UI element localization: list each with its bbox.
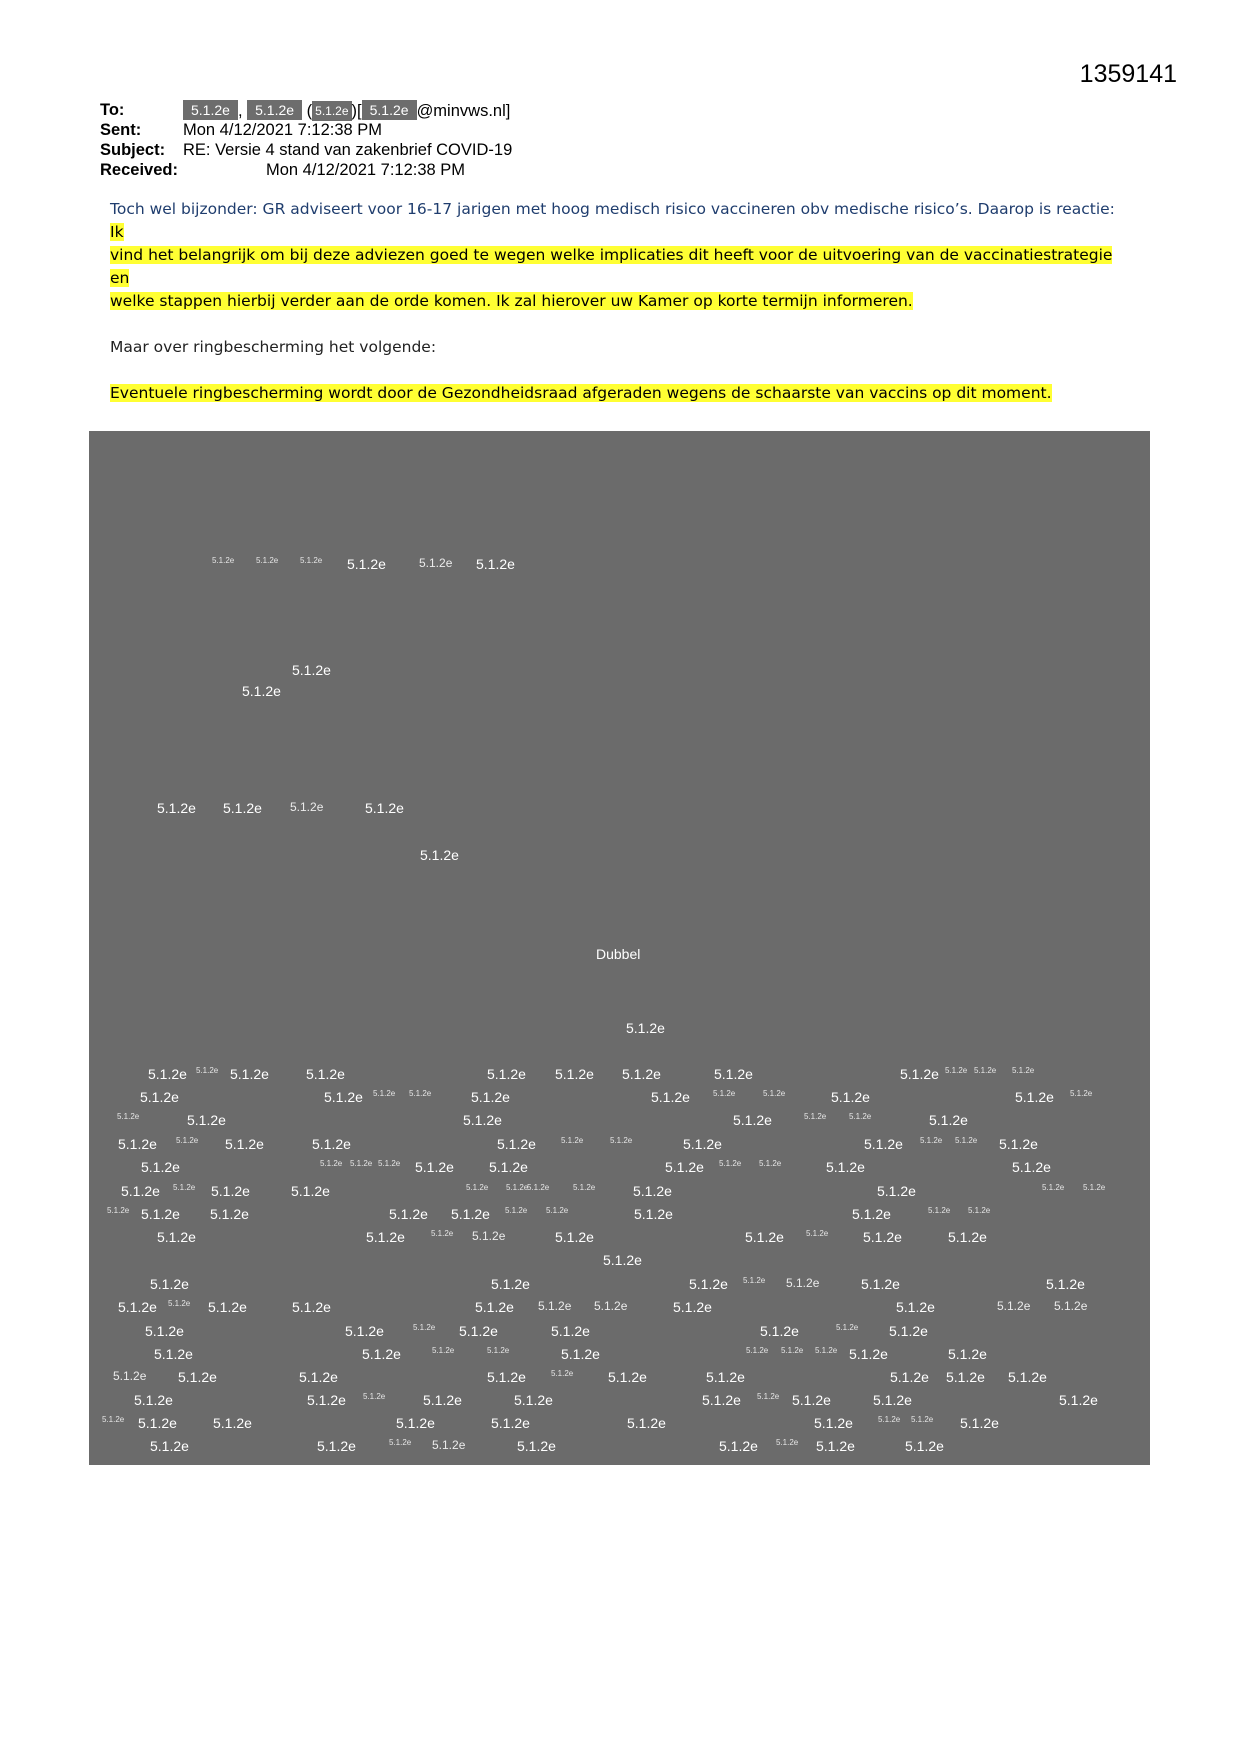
- redaction-code: 5.1.2e: [743, 1276, 766, 1285]
- redaction-code: 5.1.2e: [804, 1112, 827, 1121]
- redaction-code: 5.1.2e: [561, 1136, 584, 1145]
- redaction-code: 5.1.2e: [960, 1415, 999, 1431]
- redaction-box: 5.1.2e: [362, 100, 417, 120]
- redaction-code: 5.1.2e: [459, 1323, 498, 1339]
- subject-label: Subject:: [100, 141, 166, 159]
- redaction-code: 5.1.2e: [878, 1415, 901, 1424]
- redaction-code: 5.1.2e: [138, 1415, 177, 1431]
- redaction-code: 5.1.2e: [627, 1415, 666, 1431]
- redaction-code: 5.1.2e: [506, 1183, 529, 1192]
- redaction-code: 5.1.2e: [651, 1089, 690, 1105]
- redaction-code: 5.1.2e: [673, 1299, 712, 1315]
- redaction-code: 5.1.2e: [702, 1392, 741, 1408]
- redaction-code: 5.1.2e: [608, 1369, 647, 1385]
- redaction-code: 5.1.2e: [1083, 1183, 1106, 1192]
- redaction-code: 5.1.2e: [419, 556, 453, 570]
- redaction-code: 5.1.2e: [877, 1183, 916, 1199]
- redaction-code: 5.1.2e: [432, 1438, 466, 1452]
- redaction-code: 5.1.2e: [150, 1438, 189, 1454]
- redaction-code: 5.1.2e: [713, 1089, 736, 1098]
- redaction-code: 5.1.2e: [1070, 1089, 1093, 1098]
- redaction-code: 5.1.2e: [497, 1136, 536, 1152]
- redaction-code: 5.1.2e: [476, 556, 515, 572]
- paragraph-1-intro: Toch wel bijzonder: GR adviseert voor 16-17 jarigen met hoog medisch risico vaccineren obv medische risico’s. Daarop is reactie:: [110, 200, 1115, 218]
- redaction-code: 5.1.2e: [118, 1136, 157, 1152]
- redaction-code: 5.1.2e: [911, 1415, 934, 1424]
- redaction-code: 5.1.2e: [955, 1136, 978, 1145]
- redaction-code: 5.1.2e: [551, 1323, 590, 1339]
- redaction-code: 5.1.2e: [208, 1299, 247, 1315]
- redaction-code: 5.1.2e: [168, 1299, 191, 1308]
- redaction-code: 5.1.2e: [463, 1112, 502, 1128]
- redaction-code: 5.1.2e: [121, 1183, 160, 1199]
- redaction-code: 5.1.2e: [863, 1229, 902, 1245]
- redaction-code: 5.1.2e: [814, 1415, 853, 1431]
- redaction-code: 5.1.2e: [389, 1438, 412, 1447]
- redaction-code: 5.1.2e: [527, 1183, 550, 1192]
- redaction-code: 5.1.2e: [517, 1438, 556, 1454]
- redaction-code: 5.1.2e: [396, 1415, 435, 1431]
- redaction-code: 5.1.2e: [900, 1066, 939, 1082]
- received-value: Mon 4/12/2021 7:12:38 PM: [266, 161, 466, 179]
- redaction-code: 5.1.2e: [373, 1089, 396, 1098]
- redaction-code: 5.1.2e: [487, 1066, 526, 1082]
- redaction-code: 5.1.2e: [706, 1369, 745, 1385]
- to-label: To:: [100, 101, 125, 119]
- redaction-code: 5.1.2e: [187, 1112, 226, 1128]
- redaction-code: 5.1.2e: [1012, 1159, 1051, 1175]
- redaction-code: 5.1.2e: [889, 1323, 928, 1339]
- highlighted-quote: vind het belangrijk om bij deze adviezen goed te wegen welke implicaties dit heeft voor de uitvoering van de vaccinatiestrategie en: [110, 246, 1113, 287]
- sent-label: Sent:: [100, 121, 142, 139]
- redaction-code: 5.1.2e: [864, 1136, 903, 1152]
- redaction-box: 5.1.2e: [183, 100, 238, 120]
- redaction-code: 5.1.2e: [861, 1276, 900, 1292]
- redaction-code: 5.1.2e: [242, 683, 281, 699]
- redaction-code: 5.1.2e: [475, 1299, 514, 1315]
- redaction-code: 5.1.2e: [689, 1276, 728, 1292]
- redaction-code: 5.1.2e: [107, 1206, 130, 1215]
- redaction-code: 5.1.2e: [873, 1392, 912, 1408]
- redaction-code: 5.1.2e: [145, 1323, 184, 1339]
- redaction-code: 5.1.2e: [514, 1392, 553, 1408]
- redaction-code: 5.1.2e: [929, 1112, 968, 1128]
- paragraph-2: Maar over ringbescherming het volgende:: [110, 338, 437, 356]
- redaction-code: 5.1.2e: [1012, 1066, 1035, 1075]
- redaction-code: 5.1.2e: [223, 800, 262, 816]
- redaction-code: 5.1.2e: [491, 1276, 530, 1292]
- redaction-code: 5.1.2e: [345, 1323, 384, 1339]
- redaction-code: 5.1.2e: [849, 1112, 872, 1121]
- redaction-code: 5.1.2e: [997, 1299, 1031, 1313]
- redaction-code: 5.1.2e: [626, 1020, 665, 1036]
- redacted-area: [89, 431, 1150, 1465]
- separator: ,: [237, 102, 243, 120]
- email-domain: @minvws.nl]: [416, 102, 511, 120]
- redaction-code: 5.1.2e: [849, 1346, 888, 1362]
- redaction-code: 5.1.2e: [719, 1159, 742, 1168]
- redaction-code: 5.1.2e: [366, 1229, 405, 1245]
- redaction-code: 5.1.2e: [157, 800, 196, 816]
- redaction-code: 5.1.2e: [896, 1299, 935, 1315]
- redaction-code: 5.1.2e: [140, 1089, 179, 1105]
- redaction-code: 5.1.2e: [683, 1136, 722, 1152]
- redaction-code: 5.1.2e: [745, 1229, 784, 1245]
- redaction-code: 5.1.2e: [792, 1392, 831, 1408]
- redaction-code: 5.1.2e: [555, 1066, 594, 1082]
- redaction-code: 5.1.2e: [347, 556, 386, 572]
- redaction-code: 5.1.2e: [176, 1136, 199, 1145]
- redaction-code: 5.1.2e: [714, 1066, 753, 1082]
- redaction-code: 5.1.2e: [968, 1206, 991, 1215]
- redaction-code: 5.1.2e: [415, 1159, 454, 1175]
- redaction-code: 5.1.2e: [763, 1089, 786, 1098]
- email-body: [110, 198, 1130, 451]
- redaction-code: 5.1.2e: [291, 1183, 330, 1199]
- redaction-code: 5.1.2e: [196, 1066, 219, 1075]
- redaction-code: 5.1.2e: [999, 1136, 1038, 1152]
- redaction-code: 5.1.2e: [948, 1229, 987, 1245]
- redaction-code: 5.1.2e: [350, 1159, 373, 1168]
- redaction-code: 5.1.2e: [890, 1369, 929, 1385]
- redaction-code: 5.1.2e: [759, 1159, 782, 1168]
- redaction-code: 5.1.2e: [928, 1206, 951, 1215]
- redaction-code: 5.1.2e: [1046, 1276, 1085, 1292]
- redaction-code: 5.1.2e: [306, 1066, 345, 1082]
- redaction-code: 5.1.2e: [432, 1346, 455, 1355]
- redaction-code: 5.1.2e: [603, 1252, 642, 1268]
- redaction-code: 5.1.2e: [389, 1206, 428, 1222]
- redaction-code: 5.1.2e: [491, 1415, 530, 1431]
- separator: )[: [351, 102, 362, 120]
- redaction-code: 5.1.2e: [150, 1276, 189, 1292]
- redaction-code: 5.1.2e: [141, 1206, 180, 1222]
- redaction-code: 5.1.2e: [362, 1346, 401, 1362]
- redaction-code: 5.1.2e: [299, 1369, 338, 1385]
- redaction-code: 5.1.2e: [307, 1392, 346, 1408]
- redaction-code: 5.1.2e: [317, 1438, 356, 1454]
- redaction-code: 5.1.2e: [852, 1206, 891, 1222]
- redaction-code: 5.1.2e: [610, 1136, 633, 1145]
- redaction-code: 5.1.2e: [363, 1392, 386, 1401]
- redaction-code: 5.1.2e: [423, 1392, 462, 1408]
- redaction-code: 5.1.2e: [420, 847, 459, 863]
- redaction-code: 5.1.2e: [409, 1089, 432, 1098]
- redaction-code: 5.1.2e: [413, 1323, 436, 1332]
- redaction-code: 5.1.2e: [1059, 1392, 1098, 1408]
- redaction-code: 5.1.2e: [551, 1369, 574, 1378]
- redaction-code: 5.1.2e: [561, 1346, 600, 1362]
- redaction-box: 5.1.2e: [312, 101, 351, 121]
- received-label: Received:: [100, 161, 178, 179]
- redaction-code: 5.1.2e: [134, 1392, 173, 1408]
- redaction-code: 5.1.2e: [836, 1323, 859, 1332]
- redaction-code: 5.1.2e: [757, 1392, 780, 1401]
- redaction-code: 5.1.2e: [1008, 1369, 1047, 1385]
- redaction-code: 5.1.2e: [816, 1438, 855, 1454]
- redaction-code: 5.1.2e: [157, 1229, 196, 1245]
- redaction-code: 5.1.2e: [290, 800, 324, 814]
- redaction-code: 5.1.2e: [920, 1136, 943, 1145]
- redaction-code: 5.1.2e: [489, 1159, 528, 1175]
- redaction-code: 5.1.2e: [230, 1066, 269, 1082]
- redaction-code: 5.1.2e: [719, 1438, 758, 1454]
- redaction-code: 5.1.2e: [320, 1159, 343, 1168]
- redaction-code: 5.1.2e: [733, 1112, 772, 1128]
- redaction-code: 5.1.2e: [634, 1206, 673, 1222]
- redaction-code: 5.1.2e: [365, 800, 404, 816]
- redaction-box: 5.1.2e: [247, 100, 302, 120]
- redaction-code: 5.1.2e: [786, 1276, 820, 1290]
- redaction-code: 5.1.2e: [292, 1299, 331, 1315]
- redaction-code: 5.1.2e: [815, 1346, 838, 1355]
- highlighted-quote: welke stappen hierbij verder aan de orde komen. Ik zal hierover uw Kamer op korte termijn informeren.: [110, 292, 913, 310]
- redaction-code: 5.1.2e: [471, 1089, 510, 1105]
- redaction-code: 5.1.2e: [312, 1136, 351, 1152]
- redaction-code: 5.1.2e: [546, 1206, 569, 1215]
- separator: (: [302, 102, 313, 120]
- redaction-code: 5.1.2e: [117, 1112, 140, 1121]
- redaction-code: 5.1.2e: [141, 1159, 180, 1175]
- redaction-code: 5.1.2e: [760, 1323, 799, 1339]
- subject-value: RE: Versie 4 stand van zakenbrief COVID-19: [183, 141, 513, 159]
- sent-value: Mon 4/12/2021 7:12:38 PM: [183, 121, 383, 139]
- redaction-code: 5.1.2e: [102, 1415, 125, 1424]
- redaction-code: 5.1.2e: [225, 1136, 264, 1152]
- redaction-code: 5.1.2e: [622, 1066, 661, 1082]
- redaction-code: 5.1.2e: [178, 1369, 217, 1385]
- redaction-code: 5.1.2e: [154, 1346, 193, 1362]
- redaction-code: 5.1.2e: [945, 1066, 968, 1075]
- redaction-code: 5.1.2e: [113, 1369, 147, 1383]
- redaction-code: 5.1.2e: [633, 1183, 672, 1199]
- redaction-code: 5.1.2e: [905, 1438, 944, 1454]
- redaction-code: 5.1.2e: [781, 1346, 804, 1355]
- redaction-code: 5.1.2e: [212, 556, 235, 565]
- redaction-code: 5.1.2e: [431, 1229, 454, 1238]
- to-value: [183, 100, 510, 121]
- redaction-code: 5.1.2e: [211, 1183, 250, 1199]
- redaction-code: 5.1.2e: [324, 1089, 363, 1105]
- document-number: 1359141: [1079, 60, 1177, 88]
- redaction-code: 5.1.2e: [210, 1206, 249, 1222]
- redaction-code: 5.1.2e: [451, 1206, 490, 1222]
- redaction-code: 5.1.2e: [776, 1438, 799, 1447]
- redaction-code: 5.1.2e: [148, 1066, 187, 1082]
- highlighted-sentence: Eventuele ringbescherming wordt door de Gezondheidsraad afgeraden wegens de schaarste van vaccins op dit moment.: [110, 384, 1052, 402]
- redaction-code: 5.1.2e: [472, 1229, 506, 1243]
- redaction-code: 5.1.2e: [555, 1229, 594, 1245]
- redaction-code: 5.1.2e: [948, 1346, 987, 1362]
- dubbel-label: Dubbel: [596, 946, 641, 962]
- highlighted-quote: Ik: [110, 223, 124, 241]
- redaction-code: 5.1.2e: [1015, 1089, 1054, 1105]
- redaction-code: 5.1.2e: [487, 1346, 510, 1355]
- redaction-code: 5.1.2e: [826, 1159, 865, 1175]
- redaction-code: 5.1.2e: [746, 1346, 769, 1355]
- redaction-code: 5.1.2e: [831, 1089, 870, 1105]
- redaction-code: 5.1.2e: [118, 1299, 157, 1315]
- redaction-code: 5.1.2e: [1054, 1299, 1088, 1313]
- redaction-code: 5.1.2e: [573, 1183, 596, 1192]
- redaction-code: 5.1.2e: [292, 662, 331, 678]
- redaction-code: 5.1.2e: [487, 1369, 526, 1385]
- redaction-code: 5.1.2e: [505, 1206, 528, 1215]
- redaction-code: 5.1.2e: [974, 1066, 997, 1075]
- redaction-code: 5.1.2e: [256, 556, 279, 565]
- redaction-code: 5.1.2e: [946, 1369, 985, 1385]
- redaction-code: 5.1.2e: [378, 1159, 401, 1168]
- redaction-code: 5.1.2e: [538, 1299, 572, 1313]
- redaction-code: 5.1.2e: [594, 1299, 628, 1313]
- redaction-code: 5.1.2e: [173, 1183, 196, 1192]
- redaction-code: 5.1.2e: [213, 1415, 252, 1431]
- paragraph-1: [110, 198, 1130, 313]
- redaction-code: 5.1.2e: [806, 1229, 829, 1238]
- paragraph-3: [110, 382, 1130, 405]
- redaction-code: 5.1.2e: [665, 1159, 704, 1175]
- redaction-code: 5.1.2e: [1042, 1183, 1065, 1192]
- redaction-code: 5.1.2e: [466, 1183, 489, 1192]
- redaction-code: 5.1.2e: [300, 556, 323, 565]
